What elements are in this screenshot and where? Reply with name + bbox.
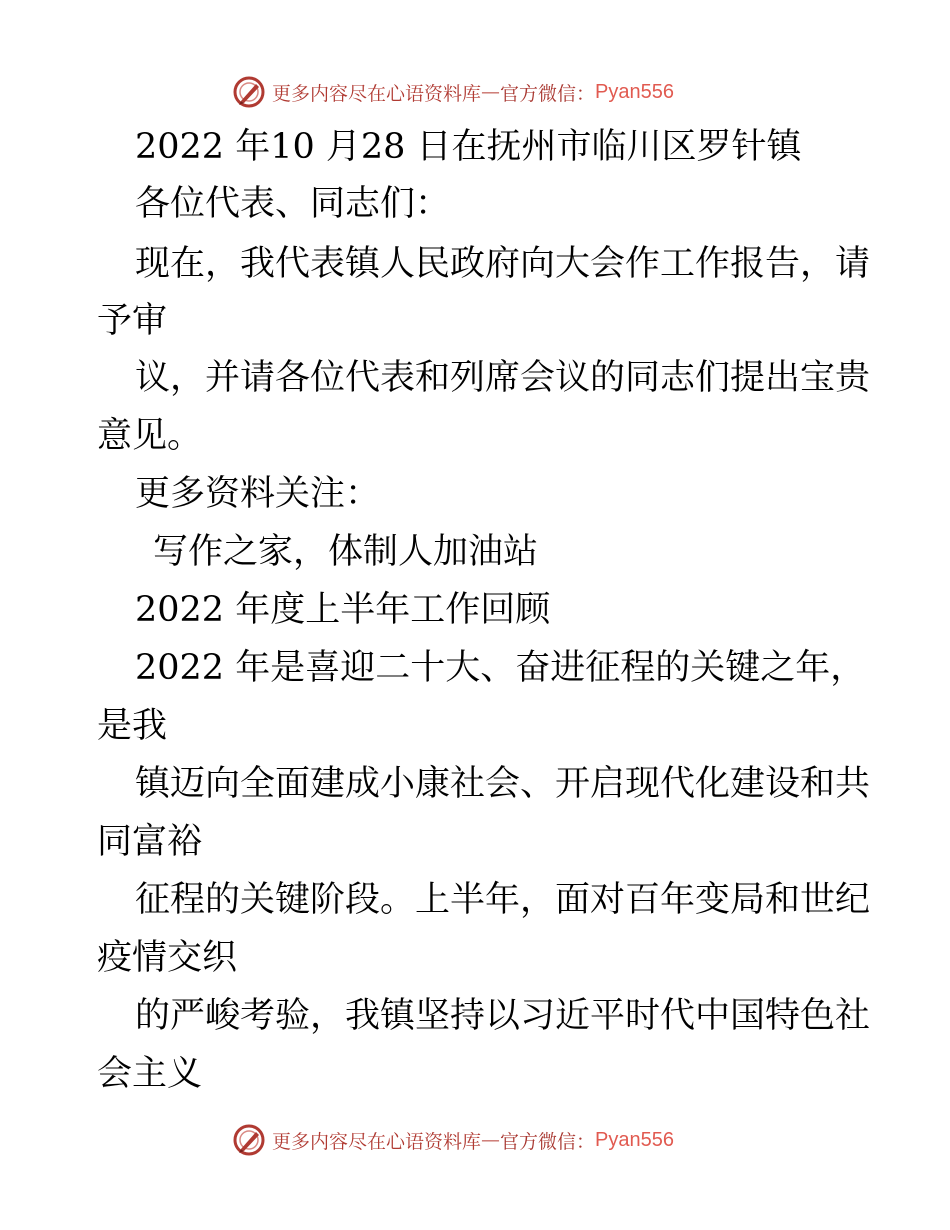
text-line: 是我 <box>97 706 168 746</box>
text-line: 会主义 <box>97 1054 203 1094</box>
pen-logo-icon <box>232 1123 266 1157</box>
watermark-dash: — <box>481 1129 501 1151</box>
pen-logo-icon <box>232 75 266 109</box>
text-line: 各位代表、同志们： <box>135 184 451 224</box>
watermark-dash: — <box>481 81 501 103</box>
watermark-brand: 更多内容尽在心语资料库 <box>272 1130 482 1153</box>
text-line: 镇迈向全面建成小康社会、开启现代化建设和共 <box>135 764 871 804</box>
watermark-id: Pyan556 <box>595 1128 674 1151</box>
watermark-official: 官方微信： <box>500 1130 596 1153</box>
watermark-official: 官方微信： <box>500 82 596 105</box>
text-line: 意见。 <box>97 416 203 456</box>
text-line: 现在，我代表镇人民政府向大会作工作报告，请 <box>135 244 871 284</box>
text-line: 的严峻考验，我镇坚持以习近平时代中国特色社 <box>135 996 871 1036</box>
text-line: 疫情交织 <box>97 938 238 978</box>
text-line: 写作之家，体制人加油站 <box>153 532 539 572</box>
text-line: 议，并请各位代表和列席会议的同志们提出宝贵 <box>135 358 871 398</box>
text-line: 征程的关键阶段。上半年，面对百年变局和世纪 <box>135 880 871 920</box>
text-line: 更多资料关注： <box>135 474 381 514</box>
text-line: 予审 <box>97 301 168 341</box>
text-line: 同富裕 <box>97 822 203 862</box>
text-line: 2022 年是喜迎二十大、奋进征程的关键之年， <box>135 648 866 688</box>
header-watermark <box>232 72 732 112</box>
footer-watermark <box>232 1120 732 1160</box>
watermark-brand: 更多内容尽在心语资料库 <box>272 82 482 105</box>
text-line: 2022 年10 月28 日在抚州市临川区罗针镇 <box>135 127 802 167</box>
watermark-id: Pyan556 <box>595 80 674 103</box>
text-line: 2022 年度上半年工作回顾 <box>135 590 551 630</box>
